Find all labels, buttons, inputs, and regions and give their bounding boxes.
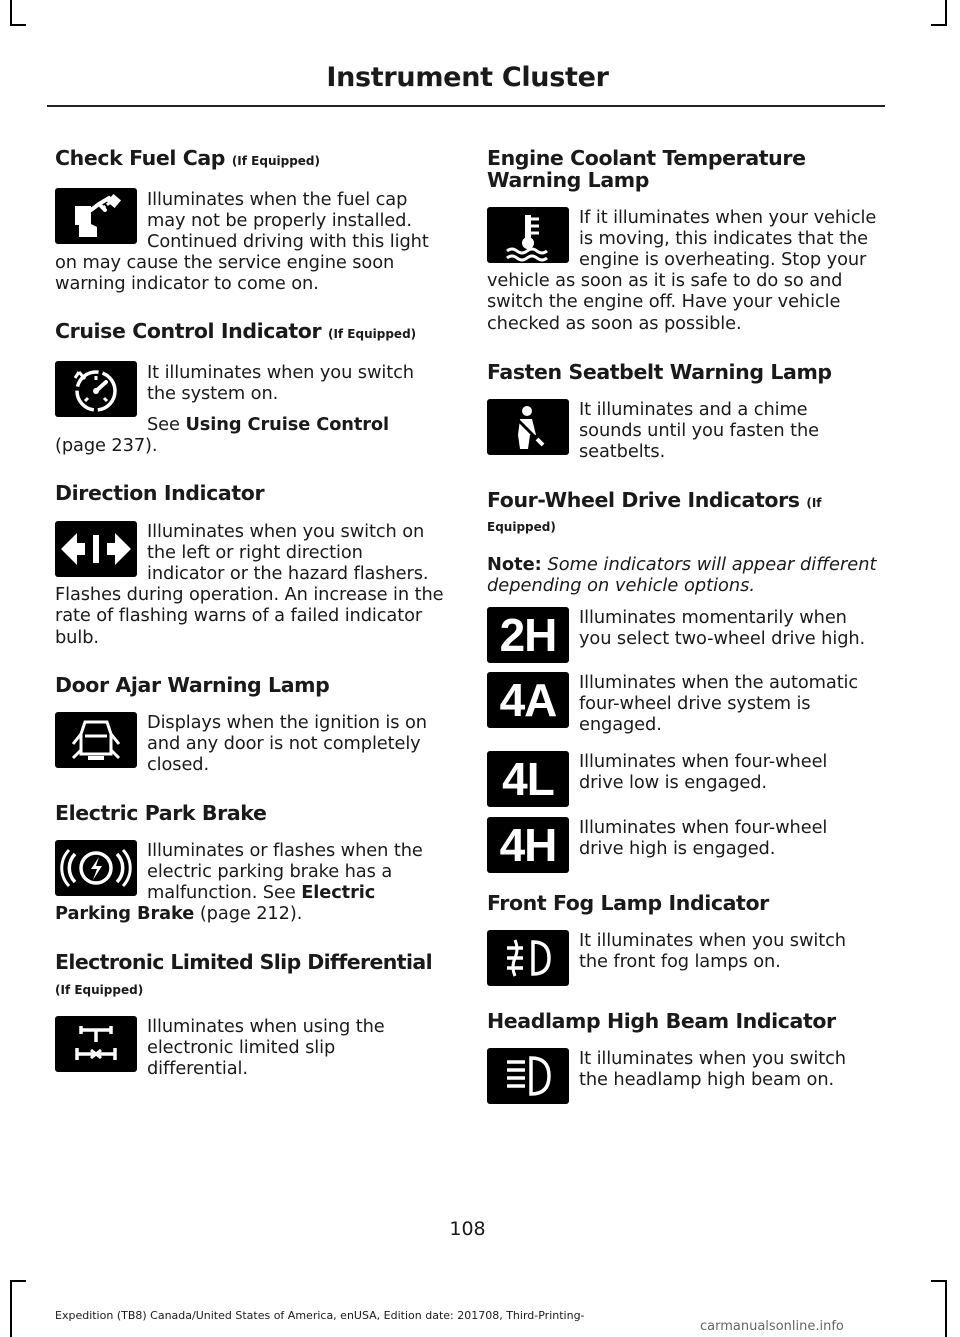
page-number: 108 (449, 1218, 486, 1240)
cruise-line-2: the system on. (147, 383, 279, 404)
electric-park-brake-icon (55, 840, 137, 896)
front-fog-lamp-icon (487, 930, 569, 986)
coolant-line-3: engine is overheating. Stop your (579, 249, 867, 270)
crop-mark-bottom-right-vertical (945, 1280, 947, 1337)
direction-arrows-icon (55, 521, 137, 577)
high-beam-line-1: It illuminates when you switch (579, 1048, 846, 1069)
direction-line-2: the left or right direction (147, 542, 363, 563)
crop-mark-top-right-horizontal (931, 24, 947, 26)
fwd-4h-line-2: drive high is engaged. (579, 838, 776, 859)
fwd-4a-line-3: engaged. (579, 714, 662, 735)
fwd-4h-line-1: Illuminates when four-wheel (579, 817, 828, 838)
elsd-qualifier: (If Equipped) (55, 983, 144, 997)
fog-heading: Front Fog Lamp Indicator (487, 891, 769, 915)
fuel-cap-line-1: Illuminates when the fuel cap (147, 189, 408, 210)
coolant-temperature-icon (487, 207, 569, 263)
fuel-cap-icon (55, 188, 137, 244)
cruise-control-icon (55, 361, 137, 417)
fwd-2h-line-2: you select two-wheel drive high. (579, 628, 866, 649)
fwd-4l-line-2: drive low is engaged. (579, 772, 767, 793)
elsd-line-1: Illuminates when using the (147, 1016, 385, 1037)
fwd-4l-line-1: Illuminates when four-wheel (579, 751, 828, 772)
four-wheel-low-icon: 4L (487, 751, 569, 807)
fwd-note-1: Note: Some indicators will appear different (487, 554, 877, 575)
fuel-cap-heading: Check Fuel Cap (If Equipped) (55, 146, 320, 170)
park-brake-ref-link-b[interactable]: Parking Brake (55, 903, 195, 924)
fwd-note-2: depending on vehicle options. (487, 575, 756, 596)
cruise-line-1: It illuminates when you switch (147, 362, 414, 383)
crop-mark-bottom-left-vertical (10, 1280, 12, 1337)
fuel-cap-qualifier: (If Equipped) (231, 154, 320, 168)
coolant-line-1: If it illuminates when your vehicle (579, 207, 877, 228)
seatbelt-line-2: sounds until you fasten the (579, 420, 819, 441)
crop-mark-bottom-left-horizontal (10, 1280, 26, 1282)
direction-heading: Direction Indicator (55, 481, 265, 505)
seatbelt-line-1: It illuminates and a chime (579, 399, 808, 420)
high-beam-icon (487, 1048, 569, 1104)
page-title: Instrument Cluster (326, 62, 609, 93)
high-beam-line-2: the headlamp high beam on. (579, 1069, 835, 1090)
watermark: carmanualsonline.info (700, 1319, 844, 1334)
park-brake-line-2: electric parking brake has a (147, 861, 393, 882)
title-rule (47, 105, 885, 107)
footer-edition-info: Expedition (TB8) Canada/United States of America, enUSA, Edition date: 201708, Third-Printing- (55, 1309, 585, 1322)
cruise-page-ref: (page 237). (55, 435, 158, 456)
direction-line-1: Illuminates when you switch on (147, 521, 425, 542)
park-brake-heading: Electric Park Brake (55, 801, 267, 825)
cruise-heading: Cruise Control Indicator (If Equipped) (55, 319, 417, 343)
crop-mark-top-left-vertical (10, 0, 12, 26)
fwd-qualifier-2: Equipped) (487, 520, 556, 534)
crop-mark-top-left-horizontal (10, 24, 26, 26)
park-brake-line-1: Illuminates or flashes when the (147, 840, 423, 861)
fwd-qualifier-1: (If (806, 496, 822, 510)
crop-mark-top-right-vertical (945, 0, 947, 26)
park-brake-line-4: Parking Brake (page 212). (55, 903, 303, 924)
coolant-heading-1: Engine Coolant Temperature (487, 146, 806, 170)
cruise-qualifier: (If Equipped) (327, 327, 417, 341)
fuel-cap-body: on may cause the service engine soon warning indicator to come on. (55, 252, 395, 295)
door-ajar-line-1: Displays when the ignition is on (147, 712, 427, 733)
limited-slip-differential-icon (55, 1016, 137, 1072)
fwd-2h-line-1: Illuminates momentarily when (579, 607, 847, 628)
direction-line-3: indicator or the hazard flashers. (147, 563, 429, 584)
door-ajar-line-3: closed. (147, 754, 210, 775)
two-wheel-high-icon: 2H (487, 607, 569, 663)
coolant-line-2: is moving, this indicates that the (579, 228, 868, 249)
fog-line-2: the front fog lamps on. (579, 951, 781, 972)
cruise-ref-link[interactable]: Using Cruise Control (185, 414, 390, 435)
direction-body: Flashes during operation. An increase in the rate of flashing warns of a failed indicator bulb. (55, 584, 444, 648)
park-brake-line-3: malfunction. See Electric (147, 882, 376, 903)
four-wheel-auto-icon: 4A (487, 672, 569, 728)
crop-mark-bottom-right-horizontal (931, 1280, 947, 1282)
cruise-see-line: See Using Cruise Control (147, 414, 390, 435)
coolant-body: vehicle as soon as it is safe to do so and switch the engine off. Have your vehicle checked as soon as possible. (487, 270, 843, 334)
fog-line-1: It illuminates when you switch (579, 930, 846, 951)
door-ajar-heading: Door Ajar Warning Lamp (55, 673, 330, 697)
park-brake-ref-link-a[interactable]: Electric (301, 882, 376, 903)
elsd-heading: Electronic Limited Slip Differential (55, 950, 433, 974)
high-beam-heading: Headlamp High Beam Indicator (487, 1009, 836, 1033)
fuel-cap-line-3: Continued driving with this light (147, 231, 429, 252)
seatbelt-heading: Fasten Seatbelt Warning Lamp (487, 360, 832, 384)
fwd-heading: Four-Wheel Drive Indicators (If (487, 488, 822, 512)
fwd-4a-line-2: four-wheel drive system is (579, 693, 811, 714)
door-ajar-icon (55, 712, 137, 768)
fuel-cap-line-2: may not be properly installed. (147, 210, 412, 231)
coolant-heading-2: Warning Lamp (487, 168, 649, 192)
seatbelt-line-3: seatbelts. (579, 441, 666, 462)
elsd-line-3: differential. (147, 1058, 248, 1079)
four-wheel-high-icon: 4H (487, 817, 569, 873)
seatbelt-icon (487, 399, 569, 455)
door-ajar-line-2: and any door is not completely (147, 733, 421, 754)
fwd-4a-line-1: Illuminates when the automatic (579, 672, 859, 693)
elsd-line-2: electronic limited slip (147, 1037, 336, 1058)
